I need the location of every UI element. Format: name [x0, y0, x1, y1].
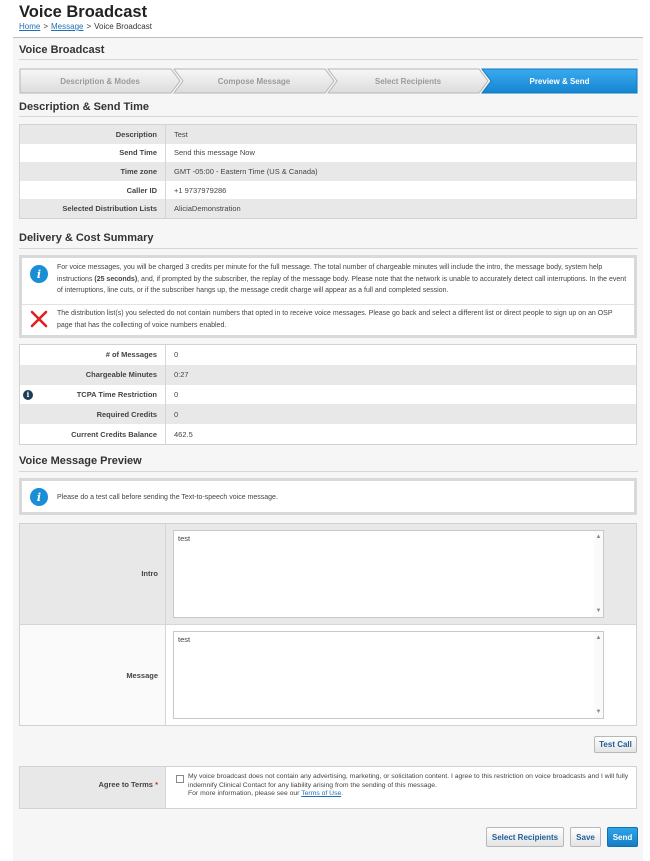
row-label: # of Messages [20, 345, 166, 365]
wizard-step-label: Description & Modes [60, 76, 140, 86]
wizard-step-label: Select Recipients [374, 76, 442, 86]
intro-label: Intro [141, 569, 158, 578]
row-label: Chargeable Minutes [20, 365, 166, 385]
row-value: Test [174, 129, 188, 139]
row-value: GMT -05:00 - Eastern Time (US & Canada) [174, 166, 318, 176]
info-icon: i [30, 265, 48, 283]
section-divider [19, 471, 638, 472]
wizard-step-label: Compose Message [217, 76, 291, 86]
cost-table [19, 344, 637, 445]
row-label: Current Credits Balance [20, 424, 166, 444]
breadcrumb-home-link[interactable]: Home [19, 22, 41, 31]
table-row [20, 345, 636, 365]
intro-text: test [178, 534, 191, 543]
send-button[interactable]: Send [607, 827, 638, 847]
table-row [20, 385, 636, 405]
credit-info-seconds: (25 seconds) [94, 275, 138, 283]
wizard-step-select-recipients[interactable] [327, 68, 489, 94]
terms-period: . [341, 790, 344, 797]
section-divider [19, 248, 638, 249]
credit-info-text [57, 262, 629, 297]
credit-info-text-part: For voice messages, you will be charged 3 credits per minute for the full message. The total number of chargeable minutes will include the intro, the message body, system help instructions [57, 264, 603, 283]
scroll-up-icon[interactable]: ▲ [595, 635, 602, 641]
wizard-steps [19, 68, 638, 94]
breadcrumb-message-link[interactable]: Message [51, 22, 84, 31]
table-row [20, 162, 636, 181]
wizard-step-preview-send[interactable] [481, 68, 638, 94]
row-value: 462.5 [174, 429, 193, 439]
intro-scrollbar[interactable] [594, 531, 603, 617]
wizard-step-compose-message[interactable] [173, 68, 335, 94]
error-x-icon [30, 310, 48, 328]
message-scrollbar[interactable] [594, 632, 603, 718]
scroll-down-icon[interactable]: ▼ [595, 709, 602, 715]
row-value: AliciaDemonstration [174, 204, 241, 214]
delivery-section-title: Delivery & Cost Summary [19, 232, 154, 244]
tcpa-info-icon[interactable]: i [23, 390, 33, 400]
page-title: Voice Broadcast [19, 3, 148, 21]
table-row [20, 404, 636, 424]
credit-info-text-part: , and, if prompted by the subscriber, the replay of the message body. Please note that the network is unable to accurately detect call interruptions. In the event of interruptions, line cuts, or if the subscriber hangs up, the message credit charge will appear as a full and completed session. [57, 275, 627, 294]
terms-more-info: For more information, please see our [188, 790, 300, 797]
row-value: +1 9737979286 [174, 185, 227, 195]
row-label: Caller ID [20, 181, 166, 200]
section-divider [19, 59, 638, 60]
panel-title: Voice Broadcast [19, 44, 105, 56]
select-recipients-button[interactable]: Select Recipients [486, 827, 564, 847]
row-value: Send this message Now [174, 148, 255, 158]
wizard-step-description-modes[interactable] [19, 68, 181, 94]
test-call-button[interactable]: Test Call [594, 736, 637, 753]
table-row [20, 365, 636, 385]
preview-section-title: Voice Message Preview [19, 455, 142, 467]
row-label: Send Time [20, 144, 166, 163]
terms-text-block [188, 773, 634, 799]
table-row [20, 144, 636, 163]
test-call-notice-text: Please do a test call before sending the Text-to-speech voice message. [57, 494, 278, 501]
breadcrumb-separator: > [43, 22, 49, 31]
table-row [20, 125, 636, 144]
terms-of-use-link[interactable]: Terms of Use [301, 790, 342, 797]
row-label: TCPA Time Restriction [20, 385, 166, 405]
terms-row [19, 766, 637, 809]
terms-label-text: Agree to Terms [98, 780, 153, 789]
table-row [20, 199, 636, 218]
row-value: 0 [174, 409, 179, 419]
row-value: 0 [174, 389, 179, 399]
message-textarea[interactable] [173, 631, 604, 719]
terms-text: My voice broadcast does not contain any advertising, marketing, or solicitation content. I agree to this restriction on voice broadcasts and I will fully indemnify Clinical Contact for any liability arising from the sending of this message. [188, 773, 629, 789]
scroll-down-icon[interactable]: ▼ [595, 608, 602, 614]
message-text: test [178, 635, 191, 644]
row-value: 0:27 [174, 370, 189, 380]
description-table [19, 124, 637, 219]
delivery-notice-box [19, 255, 637, 338]
scroll-up-icon[interactable]: ▲ [595, 534, 602, 540]
agree-terms-checkbox[interactable] [176, 775, 184, 783]
distribution-error-text: The distribution list(s) you selected do not contain numbers that opted in to receive voice messages. Please go back and select a different list or direct people to sign up on an OSP page that has the collecting of voice numbers enabled. [57, 310, 613, 329]
breadcrumb-current: Voice Broadcast [94, 22, 152, 31]
required-asterisk: * [155, 780, 158, 789]
row-label: Description [20, 125, 166, 144]
row-value: 0 [174, 350, 179, 360]
save-button[interactable]: Save [570, 827, 601, 847]
preview-notice-box [19, 478, 637, 515]
intro-textarea[interactable] [173, 530, 604, 618]
breadcrumb [19, 22, 152, 31]
section-divider [19, 116, 638, 117]
description-section-title: Description & Send Time [19, 101, 149, 113]
notice-divider [22, 304, 634, 305]
message-label: Message [126, 671, 158, 680]
table-row [20, 181, 636, 200]
wizard-step-label: Preview & Send [529, 76, 590, 86]
table-row [20, 424, 636, 444]
row-label: Time zone [20, 162, 166, 181]
row-label: Selected Distribution Lists [20, 199, 166, 218]
info-icon: i [30, 488, 48, 506]
terms-label [20, 780, 158, 789]
breadcrumb-separator: > [86, 22, 92, 31]
row-label: Required Credits [20, 404, 166, 424]
